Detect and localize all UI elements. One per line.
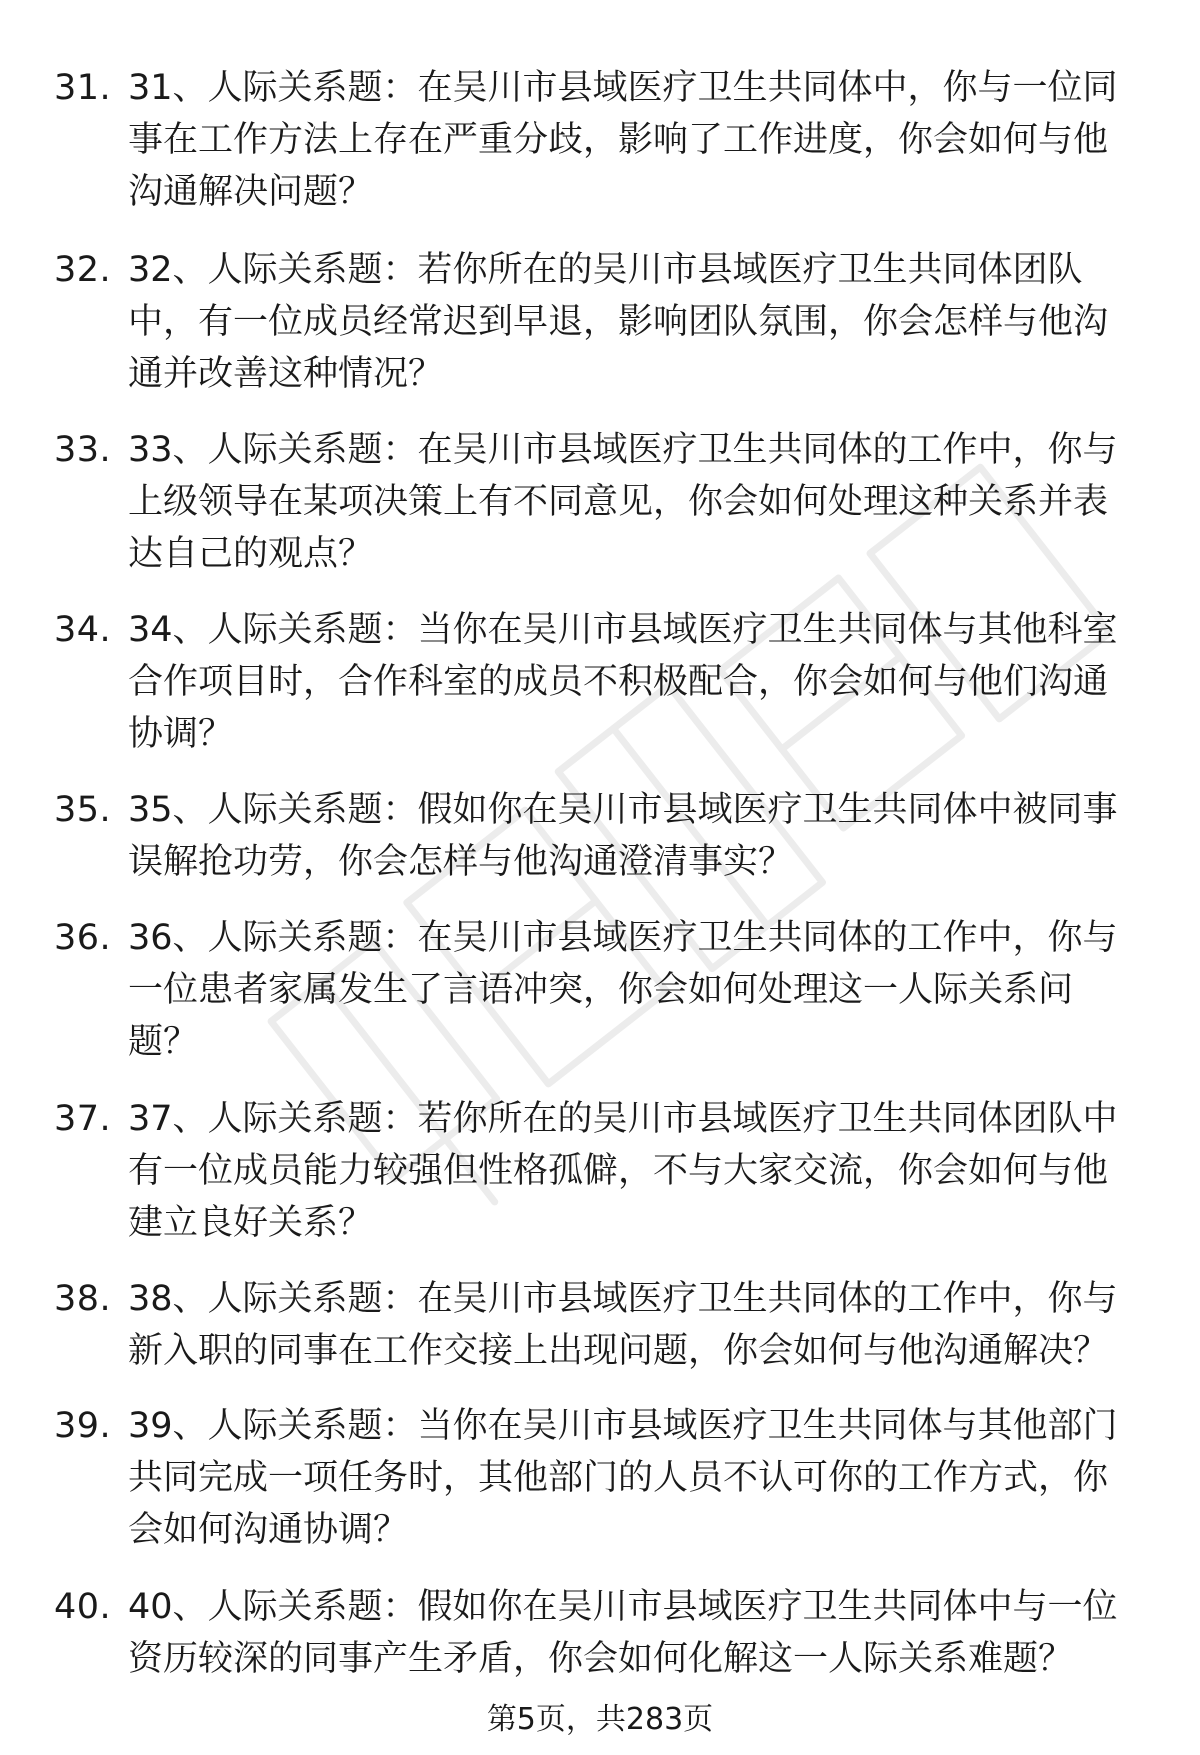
question-text: 39、人际关系题：当你在吴川市县域医疗卫生共同体与其他部门 共同完成一项任务时，其他部门的人员不认可你的工作方式，你 会如何沟通协调？	[128, 1406, 1118, 1550]
question-text: 36、人际关系题：在吴川市县域医疗卫生共同体的工作中，你与 一位患者家属发生了言语冲突，你会如何处理这一人际关系问 题？	[128, 918, 1118, 1062]
question-text: 40、人际关系题：假如你在吴川市县域医疗卫生共同体中与一位 资历较深的同事产生矛盾，你会如何化解这一人际关系难题？	[128, 1587, 1118, 1679]
question-number: 40.	[54, 1587, 112, 1627]
question-text: 35、人际关系题：假如你在吴川市县域医疗卫生共同体中被同事 误解抢功劳，你会怎样与他沟通澄清事实？	[128, 790, 1118, 882]
question-text: 32、人际关系题：若你所在的吴川市县域医疗卫生共同体团队 中，有一位成员经常迟到早退，影响团队氛围，你会怎样与他沟 通并改善这种情况？	[128, 250, 1109, 394]
question-text: 37、人际关系题：若你所在的吴川市县域医疗卫生共同体团队中 有一位成员能力较强但性格孤僻，不与大家交流，你会如何与他 建立良好关系？	[128, 1099, 1118, 1243]
question-number: 33.	[54, 430, 112, 470]
question-text: 33、人际关系题：在吴川市县域医疗卫生共同体的工作中，你与 上级领导在某项决策上有不同意见，你会如何处理这种关系并表 达自己的观点？	[128, 430, 1118, 574]
question-number: 38.	[54, 1279, 112, 1319]
question-number: 32.	[54, 250, 112, 290]
question-number: 34.	[54, 610, 112, 650]
page-number: 第5页，共283页	[486, 1702, 714, 1737]
question-text: 38、人际关系题：在吴川市县域医疗卫生共同体的工作中，你与 新入职的同事在工作交接上出现问题，你会如何与他沟通解决？	[128, 1279, 1118, 1371]
question-text: 34、人际关系题：当你在吴川市县域医疗卫生共同体与其他科室 合作项目时，合作科室的成员不积极配合，你会如何与他们沟通 协调？	[128, 610, 1118, 754]
question-number: 31.	[54, 68, 112, 108]
question-number: 37.	[54, 1099, 112, 1139]
question-number: 35.	[54, 790, 112, 830]
question-number: 39.	[54, 1406, 112, 1446]
question-number: 36.	[54, 918, 112, 958]
question-text: 31、人际关系题：在吴川市县域医疗卫生共同体中，你与一位同 事在工作方法上存在严重分歧，影响了工作进度，你会如何与他 沟通解决问题？	[128, 68, 1118, 212]
